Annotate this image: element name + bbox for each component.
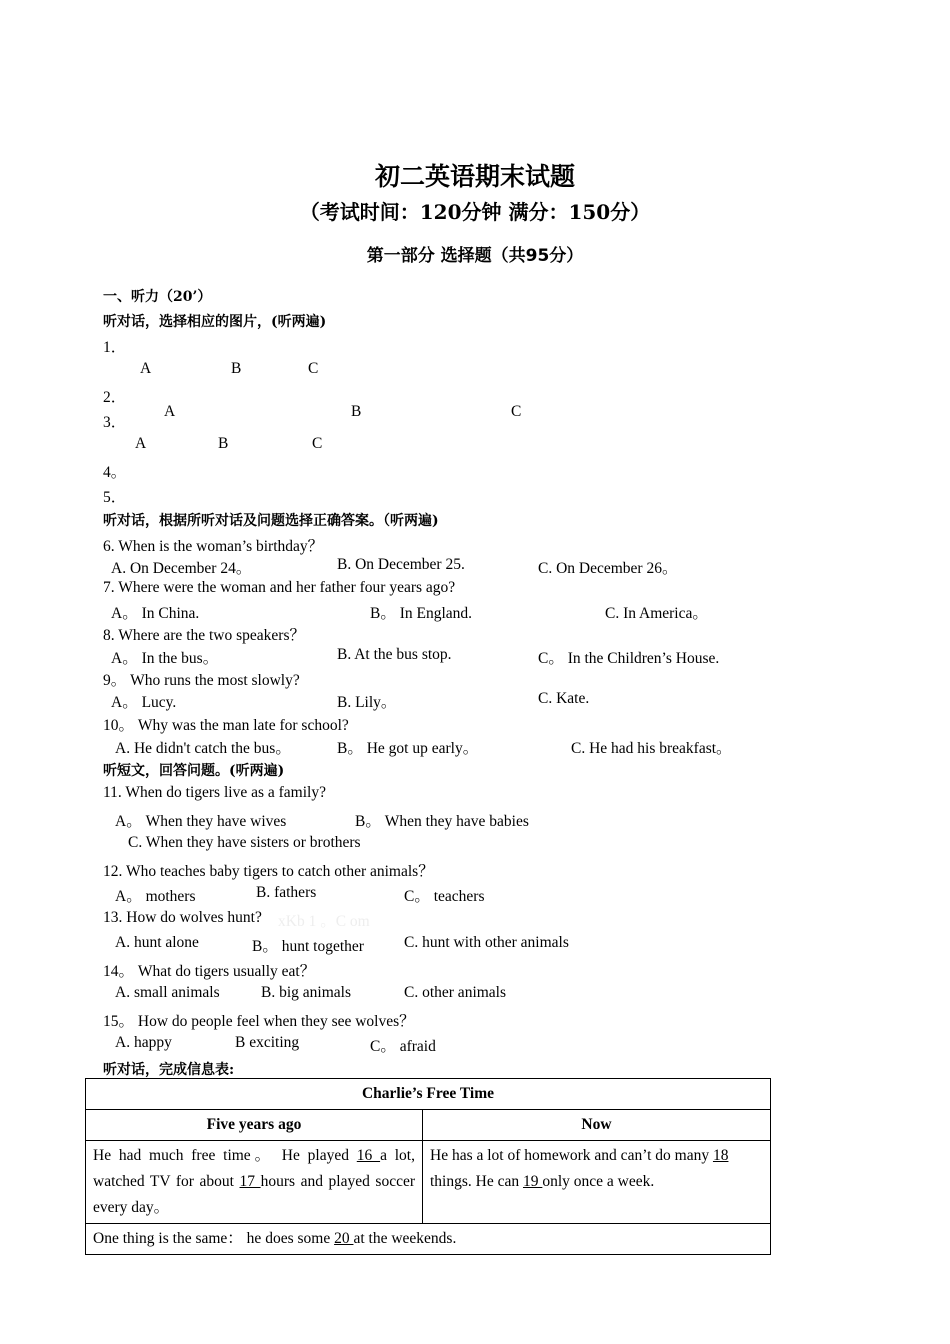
option: A。 In the bus。 bbox=[111, 650, 219, 667]
option: B。 He got up early。 bbox=[337, 740, 479, 757]
option-label: B bbox=[218, 435, 229, 452]
question-text: 15。 How do people feel when they see wolves？ bbox=[103, 1013, 415, 1030]
option: B. big animals bbox=[261, 984, 351, 1001]
option: C。 afraid bbox=[370, 1038, 436, 1055]
blank-19: 19 bbox=[522, 1173, 543, 1190]
instruction-3: 听短文，回答问题。(听两遍) bbox=[103, 763, 285, 779]
cell-text: things. He can bbox=[430, 1173, 523, 1190]
cell-text: He has a lot of homework and can’t do many bbox=[430, 1147, 713, 1164]
option: A. small animals bbox=[115, 984, 220, 1001]
cell-text: He had much free time。 He played bbox=[93, 1147, 357, 1164]
section-heading: 一、听力（20’） bbox=[103, 289, 212, 305]
option: C. hunt with other animals bbox=[404, 934, 569, 951]
table-cell-now bbox=[423, 1141, 771, 1224]
blank-17: 17 bbox=[239, 1173, 261, 1190]
option-label: C bbox=[511, 403, 522, 420]
option-label: A bbox=[164, 403, 176, 420]
option: B exciting bbox=[235, 1034, 300, 1051]
question-number: 5． bbox=[103, 489, 127, 506]
option: B。 In England. bbox=[370, 605, 473, 622]
question-text: 10。 Why was the man late for school? bbox=[103, 717, 349, 734]
option: B。 hunt together bbox=[252, 938, 364, 955]
column-header: Now bbox=[423, 1110, 771, 1141]
cell-text: a lot, watched TV for about bbox=[93, 1147, 415, 1190]
option: A。 In China. bbox=[111, 605, 200, 622]
option: B. On December 25. bbox=[337, 556, 465, 573]
page-title: 初二英语期末试题 bbox=[374, 162, 575, 191]
option: A. happy bbox=[115, 1034, 172, 1051]
option: A。 When they have wives bbox=[115, 813, 287, 830]
option: B. At the bus stop. bbox=[337, 646, 452, 663]
question-number: 3． bbox=[103, 414, 127, 431]
blank-16: 16 bbox=[356, 1147, 381, 1164]
option: B. Lily。 bbox=[337, 694, 397, 711]
part-one-heading: 第一部分 选择题（共95分） bbox=[366, 246, 584, 266]
watermark-text: xKb 1 。C om bbox=[278, 913, 370, 930]
question-number: 4。 bbox=[103, 464, 127, 481]
option-label: A bbox=[140, 360, 152, 377]
option: C。 teachers bbox=[404, 888, 485, 905]
option: A. On December 24。 bbox=[111, 560, 252, 577]
question-text: 6. When is the woman’s birthday？ bbox=[103, 538, 324, 555]
question-text: 7. Where were the woman and her father four years ago? bbox=[103, 579, 456, 596]
instruction-1: 听对话，选择相应的图片，(听两遍) bbox=[103, 314, 327, 330]
column-header: Five years ago bbox=[86, 1110, 423, 1141]
info-table bbox=[85, 1078, 771, 1255]
blank-18: 18 bbox=[712, 1147, 729, 1164]
option: C. He had his breakfast。 bbox=[571, 740, 732, 757]
option: B。 When they have babies bbox=[355, 813, 529, 830]
exam-subtitle: （考试时间：120分钟 满分：150分） bbox=[299, 200, 651, 224]
option-label: C bbox=[308, 360, 319, 377]
option: A. hunt alone bbox=[115, 934, 199, 951]
table-title: Charlie’s Free Time bbox=[86, 1079, 771, 1110]
option: B. fathers bbox=[256, 884, 317, 901]
option: A。 Lucy. bbox=[111, 694, 177, 711]
question-number: 2． bbox=[103, 389, 127, 406]
table-cell-five-years-ago bbox=[86, 1141, 423, 1224]
option: A. He didn't catch the bus。 bbox=[115, 740, 291, 757]
table-cell-same bbox=[86, 1224, 771, 1255]
instruction-2: 听对话，根据所听对话及问题选择正确答案。（听两遍) bbox=[103, 513, 439, 529]
question-text: 13. How do wolves hunt? bbox=[103, 909, 262, 926]
option: C. Kate. bbox=[538, 690, 590, 707]
option: A。 mothers bbox=[115, 888, 196, 905]
option: C. On December 26。 bbox=[538, 560, 678, 577]
question-number: 1． bbox=[103, 339, 127, 356]
question-text: 9。 Who runs the most slowly? bbox=[103, 672, 300, 689]
option-label: B bbox=[231, 360, 242, 377]
option: C。 In the Children’s House. bbox=[538, 650, 720, 667]
question-text: 11. When do tigers live as a family? bbox=[103, 784, 326, 801]
option-label: A bbox=[135, 435, 147, 452]
blank-20: 20 bbox=[334, 1230, 354, 1247]
option: C. In America。 bbox=[605, 605, 708, 622]
cell-text: hours and played soccer every day。 bbox=[93, 1173, 416, 1216]
question-text: 8. Where are the two speakers？ bbox=[103, 627, 305, 644]
option-label: B bbox=[351, 403, 362, 420]
option: C. When they have sisters or brothers bbox=[128, 834, 361, 851]
cell-text: at the weekends. bbox=[353, 1230, 457, 1247]
option: C. other animals bbox=[404, 984, 507, 1001]
instruction-4: 听对话，完成信息表: bbox=[103, 1062, 235, 1078]
question-text: 12. Who teaches baby tigers to catch other animals？ bbox=[103, 863, 434, 880]
cell-text: One thing is the same： he does some bbox=[93, 1230, 335, 1247]
cell-text: only once a week. bbox=[542, 1173, 655, 1190]
question-text: 14。 What do tigers usually eat？ bbox=[103, 963, 316, 980]
option-label: C bbox=[312, 435, 323, 452]
